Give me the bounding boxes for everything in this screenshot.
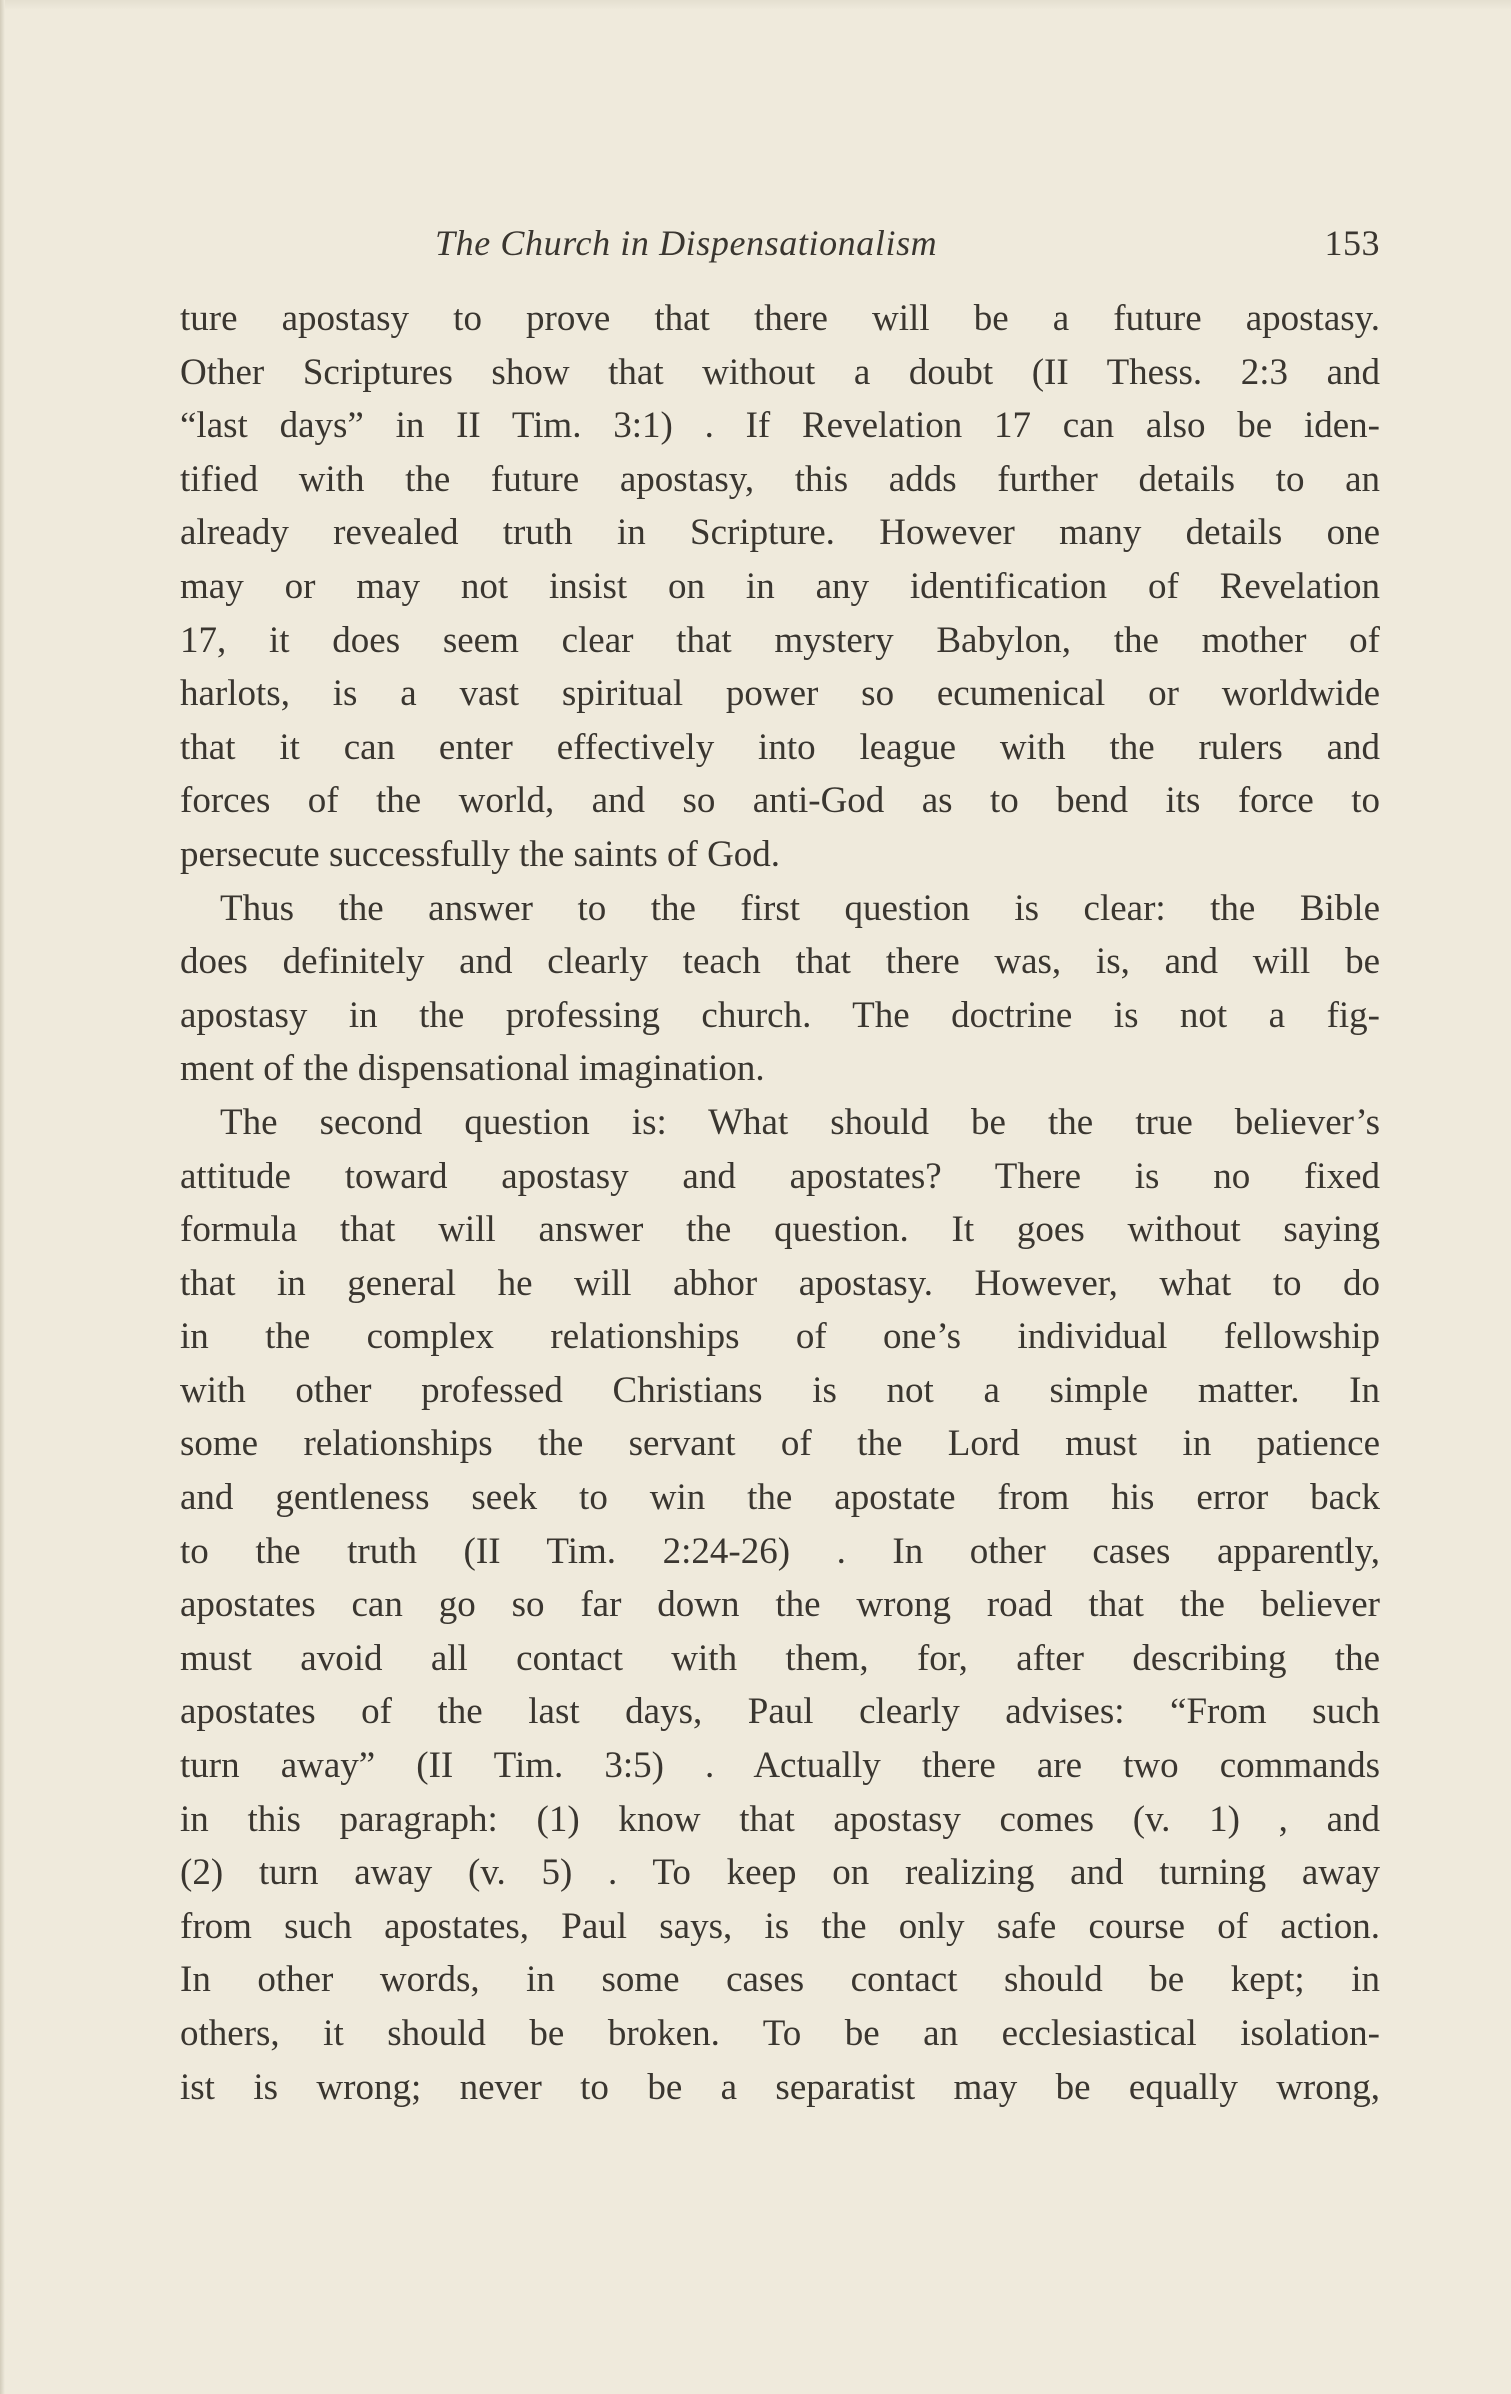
text-line: forces of the world, and so anti-God as to bend its force to: [180, 780, 1380, 822]
running-head: [180, 218, 1380, 268]
text-line: and gentleness seek to win the apostate from his error back: [180, 1477, 1380, 1519]
text-line: In other words, in some cases contact should be kept; in: [180, 1959, 1380, 2001]
text-line: from such apostates, Paul says, is the only safe course of action.: [180, 1905, 1380, 1947]
text-line: “last days” in II Tim. 3:1) . If Revelation 17 can also be iden-: [180, 405, 1380, 447]
paragraph-end-line: ment of the dispensational imagination.: [180, 1048, 765, 1090]
text-line: some relationships the servant of the Lord must in patience: [180, 1423, 1380, 1465]
text-line: tified with the future apostasy, this adds further details to an: [180, 458, 1380, 500]
page-number: 153: [1324, 223, 1380, 263]
text-line: with other professed Christians is not a simple matter. In: [180, 1369, 1380, 1411]
text-line: apostates of the last days, Paul clearly advises: “From such: [180, 1691, 1380, 1733]
text-line: harlots, is a vast spiritual power so ecumenical or worldwide: [180, 673, 1380, 715]
text-line: ist is wrong; never to be a separatist may be equally wrong,: [180, 2066, 1380, 2108]
text-line: that it can enter effectively into league with the rulers and: [180, 726, 1380, 768]
text-line: apostates can go so far down the wrong road that the believer: [180, 1584, 1380, 1626]
text-line: Other Scriptures show that without a doubt (II Thess. 2:3 and: [180, 351, 1380, 393]
text-line: formula that will answer the question. It goes without saying: [180, 1209, 1380, 1251]
text-line: may or may not insist on in any identification of Revelation: [180, 565, 1380, 607]
text-line: (2) turn away (v. 5) . To keep on realizing and turning away: [180, 1852, 1380, 1894]
paragraph-first-line: Thus the answer to the first question is clear: the Bible: [220, 887, 1380, 929]
text-line: in this paragraph: (1) know that apostasy comes (v. 1) , and: [180, 1798, 1380, 1840]
paragraph-end-line: persecute successfully the saints of God.: [180, 833, 781, 875]
body-text: [180, 292, 1380, 2114]
paragraph-first-line: The second question is: What should be the true believer’s: [220, 1101, 1380, 1143]
text-line: turn away” (II Tim. 3:5) . Actually there are two commands: [180, 1745, 1380, 1787]
text-line: to the truth (II Tim. 2:24-26) . In other cases apparently,: [180, 1530, 1380, 1572]
running-title: The Church in Dispensationalism: [435, 223, 938, 263]
text-line: in the complex relationships of one’s individual fellowship: [180, 1316, 1380, 1358]
text-line: must avoid all contact with them, for, after describing the: [180, 1637, 1380, 1679]
text-line: others, it should be broken. To be an ecclesiastical isolation-: [180, 2013, 1380, 2054]
page-gutter-shadow: [0, 0, 5, 2394]
text-line: already revealed truth in Scripture. However many details one: [180, 512, 1380, 554]
text-line: 17, it does seem clear that mystery Babylon, the mother of: [180, 619, 1380, 661]
text-line: apostasy in the professing church. The doctrine is not a fig-: [180, 994, 1380, 1036]
text-line: does definitely and clearly teach that there was, is, and will be: [180, 941, 1380, 983]
text-line: attitude toward apostasy and apostates? There is no fixed: [180, 1155, 1380, 1197]
text-line: that in general he will abhor apostasy. However, what to do: [180, 1262, 1380, 1304]
text-line: ture apostasy to prove that there will be a future apostasy.: [180, 298, 1380, 339]
